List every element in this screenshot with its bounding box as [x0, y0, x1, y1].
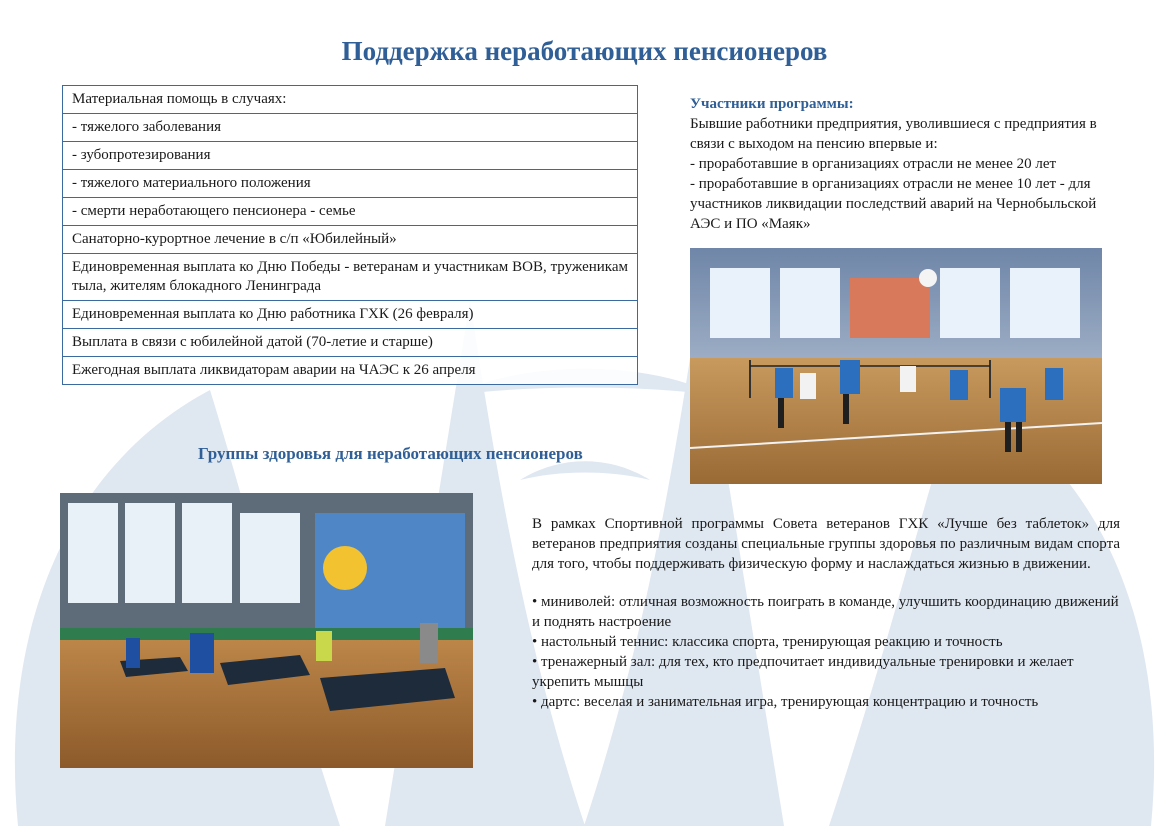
- list-item: • тренажерный зал: для тех, кто предпочитает индивидуальные тренировки и желает укрепить мышцы: [532, 654, 1074, 690]
- volleyball-photo: [690, 248, 1102, 484]
- table-row: [63, 254, 638, 301]
- table-row: [63, 114, 638, 142]
- table-row: [63, 86, 638, 114]
- table-row: [63, 226, 638, 254]
- list-item: • миниволей: отличная возможность поиграть в команде, улучшить координацию движений и поднять настроение: [532, 594, 1119, 630]
- table-cell: Ежегодная выплата ликвидаторам аварии на ЧАЭС к 26 апреля: [63, 357, 638, 385]
- table-row: [63, 301, 638, 329]
- table-row: [63, 170, 638, 198]
- participants-line: - проработавшие в организациях отрасли не менее 20 лет: [690, 156, 1057, 172]
- table-cell: Единовременная выплата ко Дню Победы - ветеранам и участникам ВОВ, труженикам тыла, жителям блокадного Ленинграда: [63, 254, 638, 301]
- table-cell: Единовременная выплата ко Дню работника ГХК (26 февраля): [63, 301, 638, 329]
- participants-heading: Участники программы:: [690, 96, 854, 112]
- table-cell: - смерти неработающего пенсионера - семье: [63, 198, 638, 226]
- participants-block: [690, 94, 1120, 234]
- table-cell: - зубопротезирования: [63, 142, 638, 170]
- table-row: [63, 142, 638, 170]
- benefits-table: [62, 85, 638, 385]
- table-row: [63, 357, 638, 385]
- participants-line: - проработавшие в организациях отрасли не менее 10 лет - для участников ликвидации последствий аварий на Чернобыльской АЭС и ПО «Маяк»: [690, 176, 1097, 232]
- table-cell: Санаторно-курортное лечение в с/п «Юбилейный»: [63, 226, 638, 254]
- table-cell: Материальная помощь в случаях:: [63, 86, 638, 114]
- list-item: • настольный теннис: классика спорта, тренирующая реакцию и точность: [532, 634, 1003, 650]
- health-groups-heading: Группы здоровья для неработающих пенсионеров: [198, 444, 583, 463]
- table-tennis-photo: [60, 493, 473, 768]
- table-row: [63, 198, 638, 226]
- table-cell: - тяжелого материального положения: [63, 170, 638, 198]
- list-item: • дартс: веселая и занимательная игра, тренирующая концентрацию и точность: [532, 694, 1039, 710]
- participants-line: Бывшие работники предприятия, уволившиеся с предприятия в связи с выходом на пенсию впервые и:: [690, 116, 1097, 152]
- table-row: [63, 329, 638, 357]
- table-cell: - тяжелого заболевания: [63, 114, 638, 142]
- intro-paragraph: В рамках Спортивной программы Совета ветеранов ГХК «Лучше без таблеток» для ветеранов предприятия созданы специальные группы здоровья по различным видам спорта для того, чтобы поддерживать физическую форму и наслаждаться жизнью в движении.: [532, 516, 1120, 572]
- page-title: Поддержка неработающих пенсионеров: [341, 36, 828, 66]
- health-groups-text: [532, 514, 1120, 712]
- table-cell: Выплата в связи с юбилейной датой (70-летие и старше): [63, 329, 638, 357]
